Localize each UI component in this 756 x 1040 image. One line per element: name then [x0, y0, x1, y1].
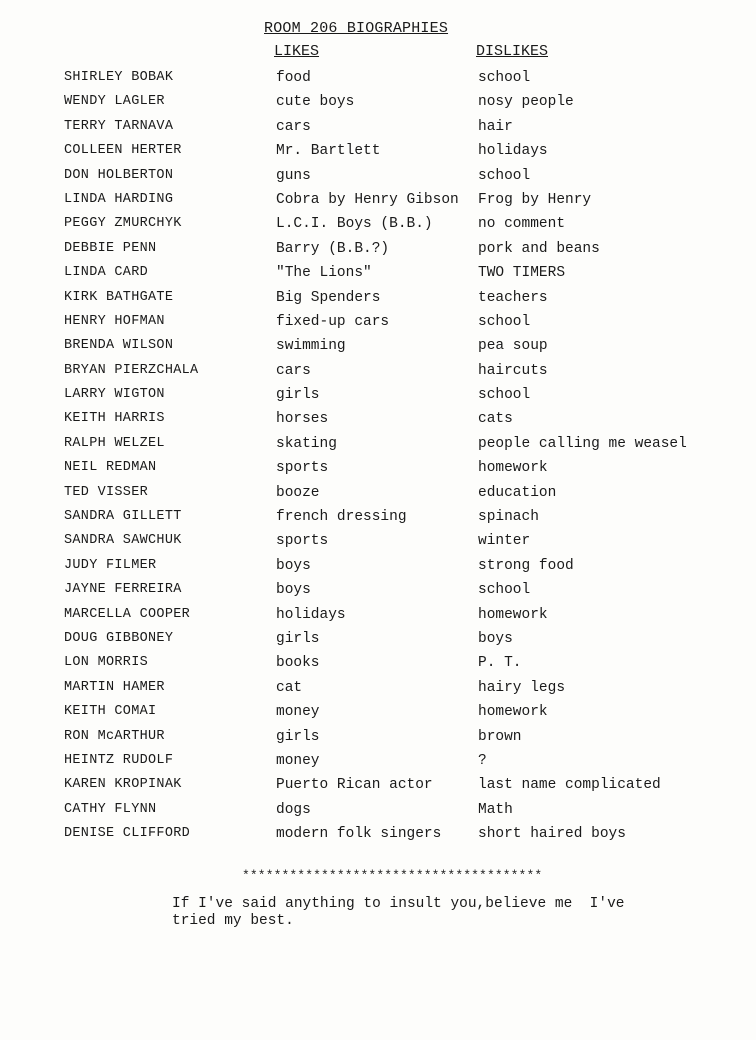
student-like: cars	[276, 118, 311, 135]
student-name: DEBBIE PENN	[64, 240, 157, 256]
student-dislike: strong food	[478, 557, 574, 574]
student-like: food	[276, 70, 311, 86]
student-like: Puerto Rican actor	[276, 777, 433, 794]
student-like: girls	[276, 387, 320, 404]
list-item	[0, 168, 756, 192]
list-item	[0, 582, 756, 606]
biographies-list	[0, 70, 756, 851]
list-item	[0, 363, 756, 387]
student-like: cute boys	[276, 94, 355, 111]
student-like: dogs	[276, 801, 311, 818]
separator-line: **************************************	[242, 868, 543, 883]
student-name: NEIL REDMAN	[64, 460, 157, 476]
student-like: skating	[276, 435, 337, 452]
student-dislike: brown	[478, 728, 522, 745]
student-name: JUDY FILMER	[64, 557, 157, 573]
list-item	[0, 729, 756, 753]
student-like: "The Lions"	[276, 265, 372, 282]
list-item	[0, 680, 756, 704]
student-like: money	[276, 752, 320, 769]
student-name: CATHY FLYNN	[64, 801, 157, 817]
student-dislike: ?	[478, 752, 487, 769]
student-name: LINDA CARD	[64, 265, 149, 281]
list-item	[0, 607, 756, 631]
student-dislike: school	[478, 582, 531, 599]
student-dislike: pork and beans	[478, 240, 600, 257]
student-dislike: education	[478, 484, 557, 501]
student-name: LARRY WIGTON	[64, 387, 165, 403]
student-like: cars	[276, 362, 311, 379]
student-name: BRENDA WILSON	[64, 338, 174, 354]
student-like: swimming	[276, 338, 346, 355]
student-name: MARCELLA COOPER	[64, 606, 191, 622]
student-dislike: homework	[478, 704, 548, 721]
student-dislike: school	[478, 313, 531, 330]
student-dislike: nosy people	[478, 94, 574, 111]
student-name: DON HOLBERTON	[64, 167, 174, 183]
student-like: fixed-up cars	[276, 313, 390, 330]
student-name: KAREN KROPINAK	[64, 777, 182, 793]
student-name: DENISE CLIFFORD	[64, 826, 191, 842]
student-like: horses	[276, 411, 329, 428]
student-name: JAYNE FERREIRA	[64, 582, 182, 598]
student-like: Barry (B.B.?)	[276, 240, 390, 257]
list-item	[0, 802, 756, 826]
list-item	[0, 143, 756, 167]
student-dislike: school	[478, 167, 531, 184]
likes-header: LIKES	[274, 43, 320, 60]
page-title: ROOM 206 BIOGRAPHIES	[264, 20, 449, 37]
student-name: TED VISSER	[64, 484, 149, 500]
student-like: holidays	[276, 606, 346, 623]
student-dislike: winter	[478, 533, 531, 550]
student-like: girls	[276, 728, 320, 745]
student-dislike: hair	[478, 118, 513, 135]
student-like: boys	[276, 582, 311, 599]
student-like: sports	[276, 460, 329, 477]
student-dislike: spinach	[478, 509, 539, 526]
student-dislike: cats	[478, 411, 513, 428]
student-dislike: school	[478, 387, 531, 404]
list-item	[0, 192, 756, 216]
list-item	[0, 411, 756, 435]
student-dislike: teachers	[478, 289, 548, 306]
list-item	[0, 460, 756, 484]
list-item	[0, 436, 756, 460]
list-item	[0, 558, 756, 582]
student-like: sports	[276, 533, 329, 550]
student-name: MARTIN HAMER	[64, 679, 165, 695]
student-dislike: last name complicated	[478, 777, 661, 794]
student-dislike: Math	[478, 801, 513, 818]
list-item	[0, 119, 756, 143]
student-name: DOUG GIBBONEY	[64, 630, 174, 646]
student-like: girls	[276, 630, 320, 647]
student-name: SHIRLEY BOBAK	[64, 70, 174, 85]
student-name: COLLEEN HERTER	[64, 143, 182, 159]
list-item	[0, 753, 756, 777]
student-name: TERRY TARNAVA	[64, 118, 174, 134]
list-item	[0, 216, 756, 240]
student-dislike: P. T.	[478, 655, 522, 672]
list-item	[0, 704, 756, 728]
student-name: LINDA HARDING	[64, 191, 174, 207]
list-item	[0, 338, 756, 362]
list-item	[0, 265, 756, 289]
student-like: Big Spenders	[276, 289, 381, 306]
student-like: L.C.I. Boys (B.B.)	[276, 216, 433, 233]
dislikes-header: DISLIKES	[476, 43, 549, 60]
list-item	[0, 777, 756, 801]
student-dislike: boys	[478, 630, 513, 647]
student-name: PEGGY ZMURCHYK	[64, 216, 182, 232]
student-name: HEINTZ RUDOLF	[64, 752, 174, 768]
student-dislike: TWO TIMERS	[478, 265, 566, 282]
student-dislike: Frog by Henry	[478, 191, 592, 208]
student-dislike: no comment	[478, 216, 566, 233]
student-like: guns	[276, 167, 311, 184]
student-like: money	[276, 704, 320, 721]
list-item	[0, 826, 756, 850]
list-item	[0, 94, 756, 118]
footer-note: If I've said anything to insult you,believe me I've tried my best.	[172, 896, 625, 929]
student-dislike: hairy legs	[478, 679, 566, 696]
list-item	[0, 387, 756, 411]
student-dislike: homework	[478, 606, 548, 623]
student-name: SANDRA SAWCHUK	[64, 533, 182, 549]
student-like: Mr. Bartlett	[276, 143, 381, 160]
student-name: KEITH COMAI	[64, 704, 157, 720]
student-like: french dressing	[276, 509, 407, 526]
student-like: booze	[276, 484, 320, 501]
student-like: modern folk singers	[276, 826, 442, 843]
student-like: books	[276, 655, 320, 672]
student-name: BRYAN PIERZCHALA	[64, 362, 199, 378]
list-item	[0, 290, 756, 314]
student-dislike: people calling me weasel	[478, 435, 687, 452]
student-dislike: short haired boys	[478, 826, 626, 843]
list-item	[0, 509, 756, 533]
list-item	[0, 533, 756, 557]
student-name: HENRY HOFMAN	[64, 313, 165, 329]
student-name: LON MORRIS	[64, 655, 149, 671]
student-dislike: haircuts	[478, 362, 548, 379]
student-like: boys	[276, 557, 311, 574]
student-name: WENDY LAGLER	[64, 94, 165, 110]
student-dislike: homework	[478, 460, 548, 477]
student-dislike: pea soup	[478, 338, 548, 355]
list-item	[0, 241, 756, 265]
student-like: cat	[276, 679, 303, 696]
student-dislike: holidays	[478, 143, 548, 160]
student-name: RON McARTHUR	[64, 728, 165, 744]
list-item	[0, 314, 756, 338]
list-item	[0, 485, 756, 509]
student-name: KEITH HARRIS	[64, 411, 165, 427]
student-name: RALPH WELZEL	[64, 435, 165, 451]
student-like: Cobra by Henry Gibson	[276, 191, 459, 208]
student-name: KIRK BATHGATE	[64, 289, 174, 305]
list-item	[0, 631, 756, 655]
list-item	[0, 70, 756, 94]
student-name: SANDRA GILLETT	[64, 509, 182, 525]
list-item	[0, 655, 756, 679]
student-dislike: school	[478, 70, 531, 86]
